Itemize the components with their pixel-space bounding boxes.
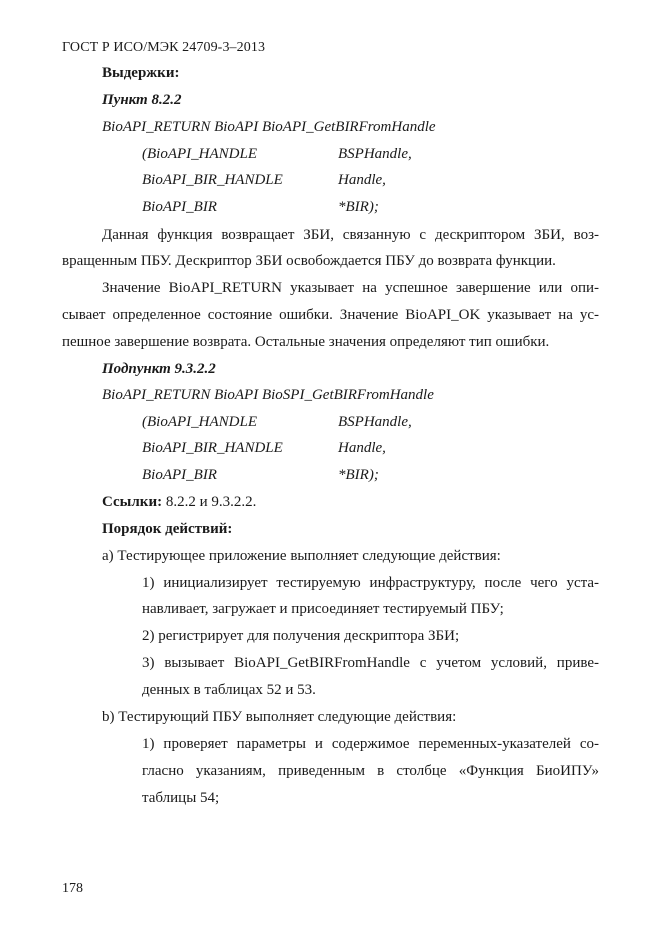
procedure-heading: Порядок действий: bbox=[102, 521, 233, 537]
list-item-line: 1) проверяет параметры и содержимое переменных-указателей со- bbox=[142, 736, 599, 752]
param-name: BSPHandle, bbox=[338, 146, 412, 162]
param-type: BioAPI_BIR_HANDLE bbox=[142, 172, 283, 188]
references-label: Ссылки: bbox=[102, 494, 163, 510]
param-name: Handle, bbox=[338, 440, 386, 456]
list-item-line: гласно указаниям, приведенным в столбце «Функция БиоИПУ» bbox=[142, 763, 599, 779]
list-item-line: денных в таблицах 52 и 53. bbox=[142, 682, 316, 698]
param-name: *BIR); bbox=[338, 467, 379, 483]
param-type: BioAPI_BIR_HANDLE bbox=[142, 440, 283, 456]
clause-heading-2: Подпункт 9.3.2.2 bbox=[102, 361, 216, 377]
step-b: b) Тестирующий ПБУ выполняет следующие действия: bbox=[102, 709, 457, 725]
standard-header: ГОСТ Р ИСО/МЭК 24709-3–2013 bbox=[62, 40, 266, 55]
excerpts-heading: Выдержки: bbox=[102, 65, 180, 81]
paragraph-line: вращенным ПБУ. Дескриптор ЗБИ освобождается ПБУ до возврата функции. bbox=[62, 253, 556, 269]
paragraph-line: Значение BioAPI_RETURN указывает на успешное завершение или опи- bbox=[102, 280, 599, 296]
param-type: BioAPI_BIR bbox=[142, 199, 217, 215]
clause-heading-1: Пункт 8.2.2 bbox=[102, 92, 182, 108]
list-item-line: навливает, загружает и присоединяет тестируемый ПБУ; bbox=[142, 601, 504, 617]
list-item-line: 3) вызывает BioAPI_GetBIRFromHandle с учетом условий, приве- bbox=[142, 655, 599, 671]
paragraph-line: Данная функция возвращает ЗБИ, связанную с дескриптором ЗБИ, воз- bbox=[102, 227, 599, 243]
paragraph-line: пешное завершение возврата. Остальные значения определяют тип ошибки. bbox=[62, 334, 550, 350]
function-signature-2: BioAPI_RETURN BioAPI BioSPI_GetBIRFromHandle bbox=[102, 387, 434, 403]
references-value: 8.2.2 и 9.3.2.2. bbox=[162, 494, 257, 510]
list-item-line: 2) регистрирует для получения дескриптора ЗБИ; bbox=[142, 628, 460, 644]
list-item-line: таблицы 54; bbox=[142, 790, 220, 806]
param-name: BSPHandle, bbox=[338, 414, 412, 430]
paragraph-line: сывает определенное состояние ошибки. Значение BioAPI_OK указывает на ус- bbox=[62, 307, 599, 323]
list-item-line: 1) инициализирует тестируемую инфраструктуру, после чего уста- bbox=[142, 575, 599, 591]
function-signature-1: BioAPI_RETURN BioAPI BioAPI_GetBIRFromHandle bbox=[102, 119, 436, 135]
param-name: *BIR); bbox=[338, 199, 379, 215]
page-number: 178 bbox=[62, 881, 83, 896]
param-type: (BioAPI_HANDLE bbox=[142, 414, 257, 430]
step-a: a) Тестирующее приложение выполняет следующие действия: bbox=[102, 548, 501, 564]
param-type: (BioAPI_HANDLE bbox=[142, 146, 257, 162]
param-type: BioAPI_BIR bbox=[142, 467, 217, 483]
param-name: Handle, bbox=[338, 172, 386, 188]
references-line bbox=[102, 493, 256, 511]
